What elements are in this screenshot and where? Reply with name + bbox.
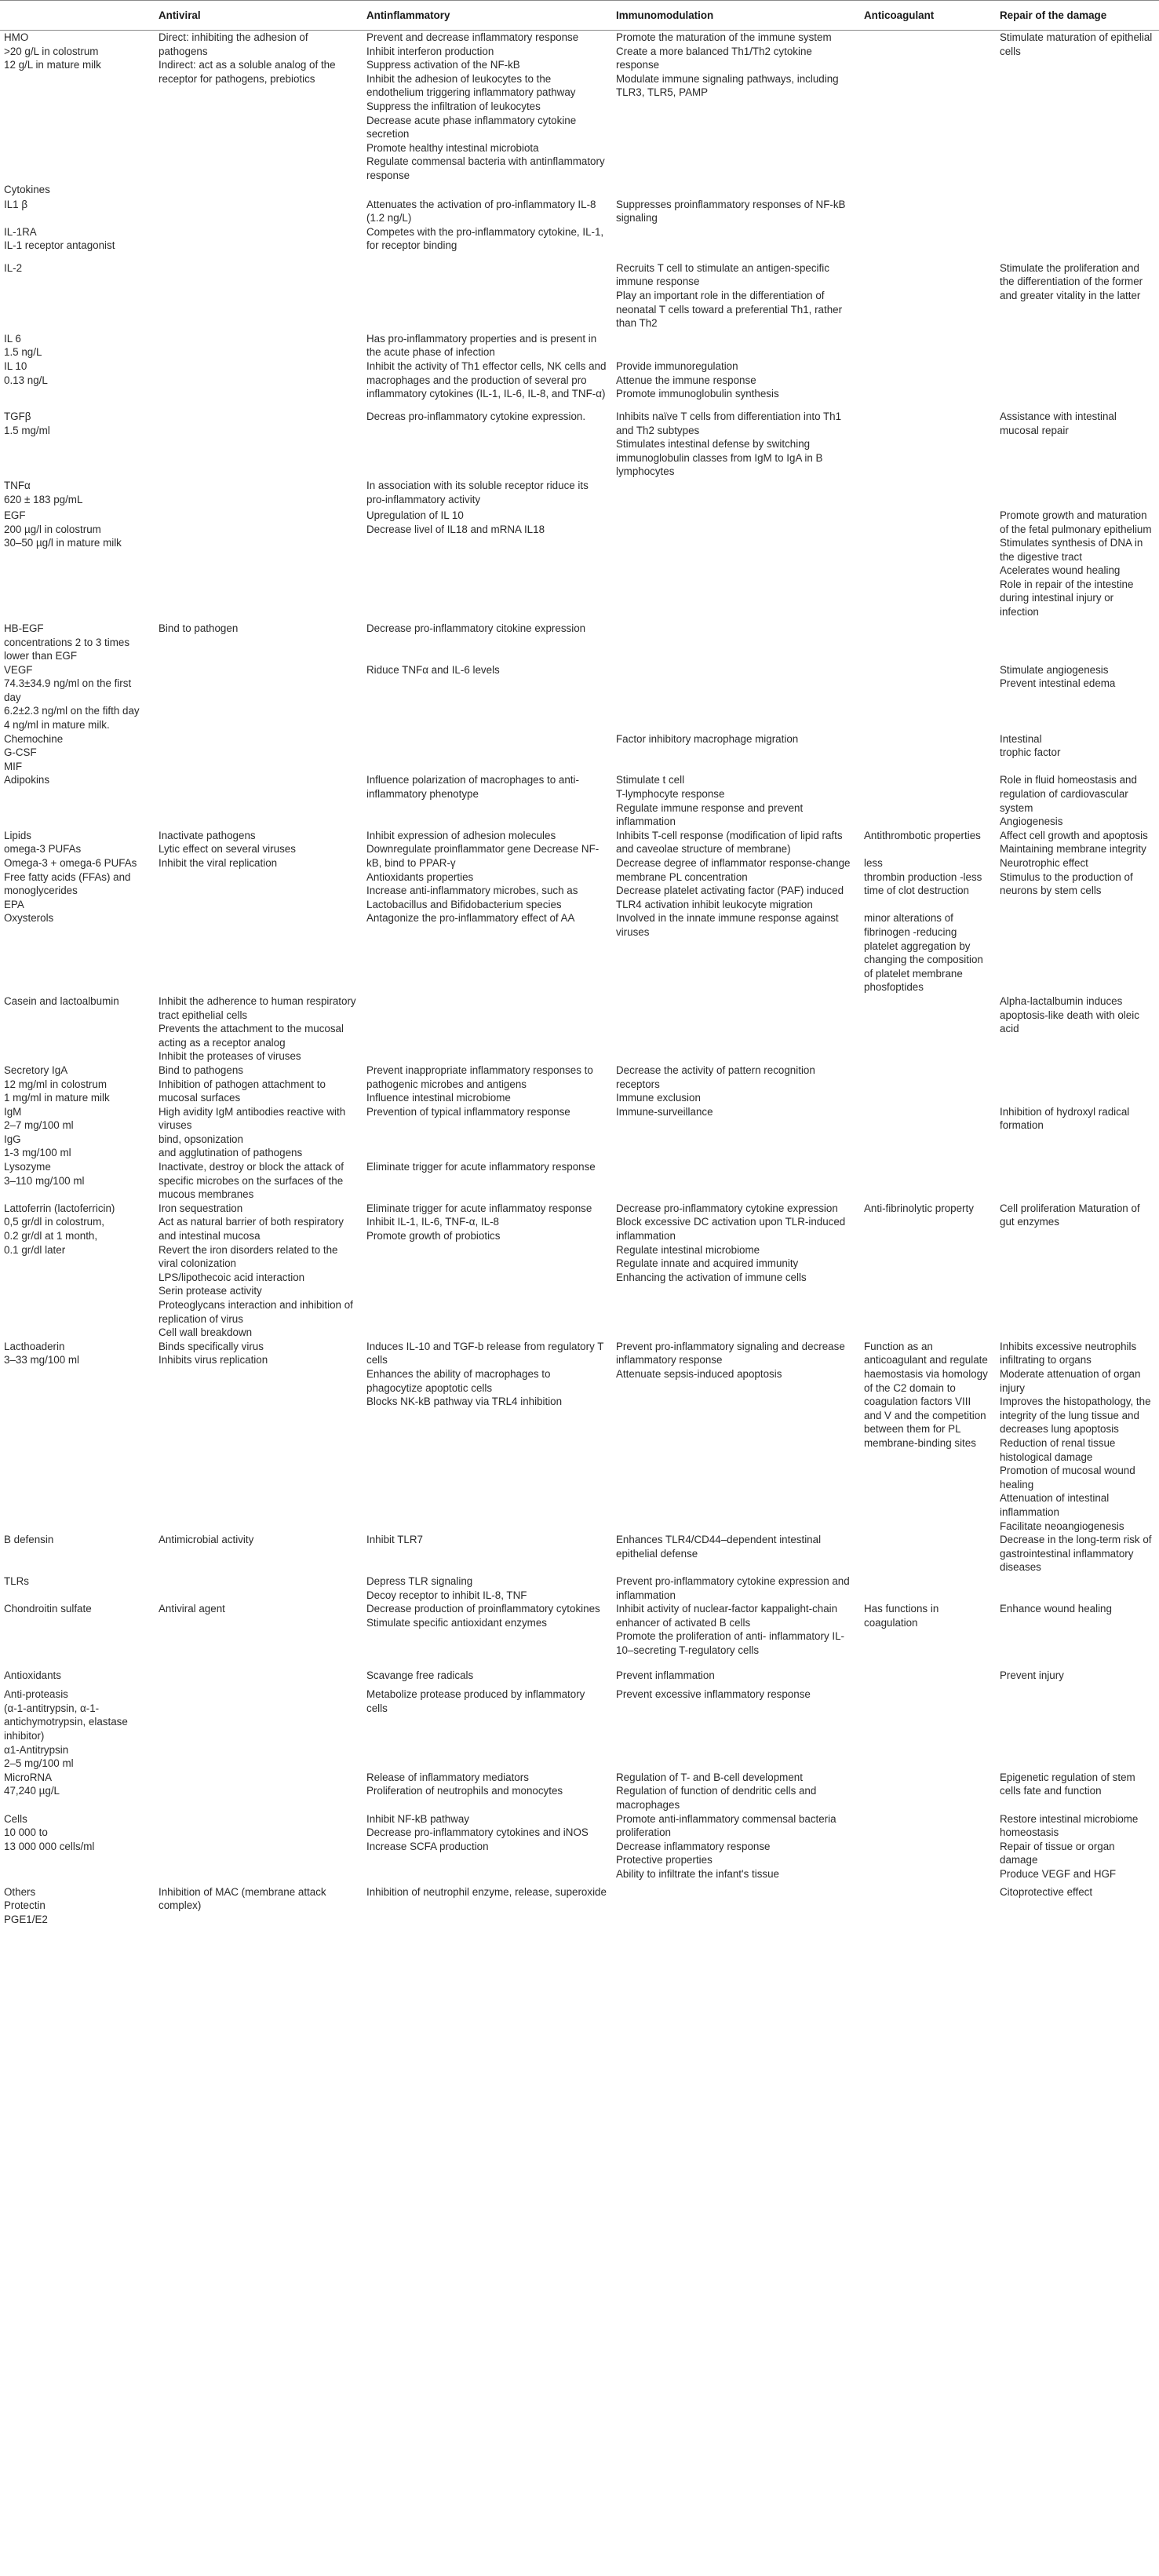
cell-anticoagulant: Has functions in coagulation: [864, 1603, 939, 1629]
cell-antinflammatory: Influence polarization of macrophages to anti-inflammatory phenotype: [366, 774, 579, 801]
cell-antinflammatory: [363, 261, 612, 332]
cell-repair: Assistance with intestinal mucosal repair: [1000, 410, 1117, 436]
cell-repair: [996, 1160, 1159, 1202]
cell-immunomodulation: Enhances TLR4/CD44–dependent intestinal epithelial defense: [616, 1534, 822, 1560]
cell-repair: Stimulate the proliferation and the differentiation of the former and greater vitality in the latter: [1000, 261, 1143, 301]
cell-repair: [996, 1688, 1159, 1771]
cell-antinflammatory: Upregulation of IL 10 Decrease livel of IL18 and mRNA IL18: [366, 509, 545, 535]
cell-anticoagulant: [860, 225, 996, 261]
cell-component: Adipokins: [4, 774, 50, 786]
cell-repair: Stimulate angiogenesis Prevent intestinal edema: [1000, 663, 1116, 690]
cell-antinflammatory: Inhibit TLR7: [366, 1534, 423, 1546]
table-row: [0, 1771, 1159, 1812]
cell-component: Antioxidants: [4, 1669, 61, 1682]
table-row: [0, 410, 1159, 479]
cell-immunomodulation: [612, 994, 860, 1064]
cell-antinflammatory: Has pro-inflammatory properties and is present in the acute phase of infection: [366, 332, 597, 359]
table-header: [0, 1, 1159, 31]
table-row: [0, 261, 1159, 332]
cell-antinflammatory: [363, 183, 612, 198]
cell-antiviral: [155, 1574, 363, 1602]
cell-anticoagulant: [860, 1669, 996, 1688]
header-component: [0, 1, 155, 31]
cell-repair: [996, 359, 1159, 410]
cell-component: VEGF 74.3±34.9 ng/ml on the first day 6.2±2.3 ng/ml on the fifth day 4 ng/ml in mature milk.: [4, 663, 140, 732]
table-row: [0, 663, 1159, 732]
cell-component: IL1 β: [4, 198, 28, 210]
cell-component: Casein and lactoalbumin: [4, 994, 119, 1007]
table-row: [0, 509, 1159, 622]
table-row: [0, 332, 1159, 359]
cell-component: Lattoferrin (lactoferricin) 0,5 gr/dl in colostrum, 0.2 gr/dl at 1 month, 0.1 gr/dl later: [4, 1202, 115, 1256]
cell-anticoagulant: [860, 622, 996, 663]
cell-repair: Intestinal trophic factor: [1000, 732, 1061, 759]
cell-component: Cells 10 000 to 13 000 000 cells/ml: [4, 1812, 95, 1852]
cell-antiviral: [155, 732, 363, 774]
cell-component: TLRs: [4, 1575, 29, 1588]
cell-antiviral: Bind to pathogen: [159, 622, 239, 634]
header-antiviral: Antiviral: [155, 1, 363, 31]
cell-immunomodulation: Inhibits naïve T cells from differentiation into Th1 and Th2 subtypes Stimulates intestinal defense by switching immunoglobulin classes from IgM to IgA in B lymphocytes: [616, 410, 842, 478]
cell-antiviral: [155, 773, 363, 828]
cell-immunomodulation: [612, 332, 860, 359]
cell-antiviral: [155, 198, 363, 225]
cell-anticoagulant: [860, 479, 996, 509]
cell-repair: Prevent injury: [1000, 1669, 1064, 1682]
cell-antiviral: High avidity IgM antibodies reactive with viruses bind, opsonization and agglutination of pathogens: [159, 1105, 346, 1159]
cell-component: HB-EGF concentrations 2 to 3 times lower than EGF: [4, 622, 130, 662]
cell-antiviral: Inhibit the adherence to human respiratory tract epithelial cells Prevents the attachment to the mucosal acting as a receptor analog Inhibit the proteases of viruses: [159, 994, 356, 1063]
cell-antiviral: Inactivate, destroy or block the attack of specific microbes on the surfaces of the mucous membranes: [159, 1161, 344, 1201]
table-row: [0, 1669, 1159, 1688]
cell-immunomodulation: Factor inhibitory macrophage migration: [616, 732, 799, 745]
cell-repair: [996, 183, 1159, 198]
cell-antinflammatory: In association with its soluble receptor riduce its pro-inflammatory activity: [366, 479, 589, 505]
cell-immunomodulation: Recruits T cell to stimulate an antigen-specific immune response Play an important role in the differentiation of neonatal T cells toward a preferential Th1, rather than Th2: [616, 261, 843, 330]
cell-antinflammatory: Riduce TNFα and IL-6 levels: [366, 663, 500, 676]
table-row: [0, 1064, 1159, 1105]
cell-immunomodulation: [612, 225, 860, 261]
table-row: [0, 1885, 1159, 1927]
cell-antinflammatory: Prevent and decrease inflammatory response Inhibit interferon production Suppress activation of the NF-kB Inhibit the adhesion of leukocytes to the endothelium triggering inflammatory pathway Suppress the infiltration of leukocytes Decrease acute phase inflammatory cytokine secretion Promote healthy intestinal microbiota Regulate commensal bacteria with antinflammatory response: [366, 31, 605, 181]
cell-antinflammatory: Depress TLR signaling Decoy receptor to inhibit IL-8, TNF: [366, 1575, 527, 1601]
cell-anticoagulant: [860, 1160, 996, 1202]
cell-repair: Enhance wound healing: [1000, 1603, 1112, 1615]
cell-antinflammatory: Inhibit expression of adhesion molecules Downregulate proinflammator gene Decrease NF-kB, bind to PPAR-γ Antioxidants properties Increase anti-inflammatory microbes, such as Lactobacillus and Bifidobacterium species Antagonize the pro-inflammatory effect of AA: [366, 829, 600, 925]
cell-component: Anti-proteasis (α-1-antitrypsin, α-1-antichymotrypsin, elastase inhibitor) α1-Antitrypsin 2–5 mg/100 ml: [4, 1688, 128, 1770]
cell-antiviral: Direct: inhibiting the adhesion of pathogens Indirect: act as a soluble analog of the receptor for pathogens, prebiotics: [159, 31, 336, 85]
cell-immunomodulation: [612, 1885, 860, 1927]
cell-component: TGFβ 1.5 mg/ml: [4, 410, 50, 436]
cell-component: IL 6 1.5 ng/L: [4, 332, 42, 359]
cell-repair: Citoprotective effect: [1000, 1885, 1093, 1898]
cell-component: HMO >20 g/L in colostrum 12 g/L in mature milk: [4, 31, 101, 71]
cell-repair: Cell proliferation Maturation of gut enzymes: [1000, 1202, 1140, 1228]
header-row: [0, 1, 1159, 31]
cell-component: Secretory IgA 12 mg/ml in colostrum 1 mg/ml in mature milk: [4, 1064, 110, 1104]
table-row: [0, 198, 1159, 225]
table-row: [0, 1533, 1159, 1574]
cell-component: EGF 200 µg/l in colostrum 30–50 µg/l in mature milk: [4, 509, 122, 549]
cell-antiviral: [155, 1688, 363, 1771]
cell-component: Lipids omega-3 PUFAs Omega-3 + omega-6 PUFAs Free fatty acids (FFAs) and monoglycerides EPA Oxysterols: [4, 829, 137, 925]
cell-immunomodulation: Prevent pro-inflammatory signaling and decrease inflammatory response Attenuate sepsis-induced apoptosis: [616, 1340, 845, 1380]
cell-repair: [996, 332, 1159, 359]
cell-antiviral: [155, 225, 363, 261]
cell-repair: Decrease in the long-term risk of gastrointestinal inflammatory diseases: [1000, 1534, 1152, 1574]
cell-anticoagulant: Antithrombotic properties less thrombin production -less time of clot destruction minor alterations of fibrinogen -reducing platelet aggregation by changing the composition of platelet membrane phosfoptides: [864, 829, 983, 994]
cell-anticoagulant: [860, 359, 996, 410]
table-row: [0, 31, 1159, 183]
cell-anticoagulant: Function as an anticoagulant and regulate haemostasis via homology of the C2 domain to coagulation factors VIII and V and the competition between them for PL membrane-binding sites: [864, 1340, 988, 1449]
cell-antiviral: Antiviral agent: [159, 1603, 225, 1615]
cell-antiviral: [155, 1812, 363, 1885]
cell-immunomodulation: Promote the maturation of the immune system Create a more balanced Th1/Th2 cytokine response Modulate immune signaling pathways, including TLR3, TLR5, PAMP: [616, 31, 839, 99]
cell-anticoagulant: [860, 773, 996, 828]
cell-immunomodulation: Prevent inflammation: [616, 1669, 715, 1682]
cell-immunomodulation: [612, 479, 860, 509]
cell-immunomodulation: Suppresses proinflammatory responses of NF-kB signaling: [616, 198, 846, 224]
cell-anticoagulant: [860, 1064, 996, 1105]
cell-immunomodulation: Prevent pro-inflammatory cytokine expression and inflammation: [616, 1575, 850, 1601]
cell-repair: Restore intestinal microbiome homeostasis Repair of tissue or organ damage Produce VEGF and HGF: [1000, 1812, 1139, 1880]
cell-antinflammatory: [363, 994, 612, 1064]
table-row: [0, 1812, 1159, 1885]
cell-antiviral: [155, 359, 363, 410]
cell-anticoagulant: [860, 732, 996, 774]
cell-immunomodulation: Immune-surveillance: [616, 1105, 713, 1118]
cell-anticoagulant: [860, 198, 996, 225]
table-row: [0, 1160, 1159, 1202]
cell-repair: Epigenetic regulation of stem cells fate and function: [1000, 1771, 1135, 1797]
table-row: [0, 1105, 1159, 1160]
cell-anticoagulant: [860, 261, 996, 332]
cell-antinflammatory: [363, 732, 612, 774]
cell-antiviral: [155, 261, 363, 332]
cell-antiviral: [155, 410, 363, 479]
cell-anticoagulant: [860, 1771, 996, 1812]
cell-antiviral: [155, 479, 363, 509]
cell-component: Others Protectin PGE1/E2: [4, 1885, 48, 1925]
cell-immunomodulation: [612, 509, 860, 622]
cell-component: Chondroitin sulfate: [4, 1603, 92, 1615]
cell-immunomodulation: Decrease the activity of pattern recognition receptors Immune exclusion: [616, 1064, 815, 1104]
table-row: [0, 1688, 1159, 1771]
cell-antinflammatory: Prevention of typical inflammatory response: [366, 1105, 570, 1118]
cell-antinflammatory: Eliminate trigger for acute inflammatory response: [366, 1161, 596, 1173]
cell-immunomodulation: [612, 183, 860, 198]
cell-repair: Promote growth and maturation of the fetal pulmonary epithelium Stimulates synthesis of DNA in the digestive tract Acelerates wound healing Role in repair of the intestine during intestinal injury or infection: [1000, 509, 1152, 618]
header-immunomodulation: Immunomodulation: [612, 1, 860, 31]
table-row: [0, 183, 1159, 198]
cell-antiviral: Inactivate pathogens Lytic effect on several viruses Inhibit the viral replication: [159, 829, 296, 869]
cell-anticoagulant: Anti-fibrinolytic property: [864, 1202, 974, 1214]
cell-repair: Inhibition of hydroxyl radical formation: [1000, 1105, 1130, 1132]
cell-repair: [996, 1574, 1159, 1602]
cell-antinflammatory: Inhibition of neutrophil enzyme, release, superoxide: [366, 1885, 607, 1898]
cell-immunomodulation: Regulation of T- and B-cell development Regulation of function of dendritic cells and macrophages: [616, 1771, 817, 1812]
cell-immunomodulation: Stimulate t cell T-lymphocyte response Regulate immune response and prevent inflammation: [616, 774, 804, 828]
table-row: [0, 359, 1159, 410]
cell-anticoagulant: [860, 31, 996, 183]
cell-repair: Alpha-lactalbumin induces apoptosis-like death with oleic acid: [1000, 994, 1139, 1035]
cell-anticoagulant: [860, 1533, 996, 1574]
cell-antinflammatory: Induces IL-10 and TGF-b release from regulatory T cells Enhances the ability of macrophages to phagocytize apoptotic cells Blocks NK-kB pathway via TRL4 inhibition: [366, 1340, 604, 1408]
cell-immunomodulation: Prevent excessive inflammatory response: [616, 1688, 811, 1701]
cell-antiviral: Inhibition of MAC (membrane attack complex): [159, 1885, 326, 1912]
header-repair: Repair of the damage: [996, 1, 1159, 31]
cell-anticoagulant: [860, 183, 996, 198]
cell-antinflammatory: Competes with the pro-inflammatory cytokine, IL-1, for receptor binding: [366, 225, 604, 252]
table-row: [0, 1602, 1159, 1669]
cell-antinflammatory: Inhibit the activity of Th1 effector cells, NK cells and macrophages and the production of several pro inflammatory cytokines (IL-1, IL-6, IL-8, and TNF-α): [366, 359, 607, 400]
cell-immunomodulation: [612, 622, 860, 663]
cell-component: Lysozyme 3–110 mg/100 ml: [4, 1161, 85, 1187]
cell-immunomodulation: [612, 663, 860, 732]
cell-immunomodulation: Provide immunoregulation Attenue the immune response Promote immunoglobulin synthesis: [616, 359, 779, 400]
cell-anticoagulant: [860, 663, 996, 732]
cell-component: Chemochine G-CSF MIF: [4, 732, 64, 772]
cell-repair: [996, 622, 1159, 663]
cell-antiviral: [155, 1669, 363, 1688]
cell-component: TNFα 620 ± 183 pg/mL: [4, 479, 83, 505]
cell-antinflammatory: Inhibit NF-kB pathway Decrease pro-inflammatory cytokines and iNOS Increase SCFA production: [366, 1812, 589, 1852]
cell-anticoagulant: [860, 509, 996, 622]
cell-antiviral: [155, 663, 363, 732]
cell-antinflammatory: Decreas pro-inflammatory cytokine expression.: [366, 410, 586, 422]
cell-anticoagulant: [860, 332, 996, 359]
cell-anticoagulant: [860, 410, 996, 479]
table-body: [0, 31, 1159, 1927]
cell-repair: Inhibits excessive neutrophils infiltrating to organs Moderate attenuation of organ injury Improves the histopathology, the integrity of the lung tissue and decreases lung apoptosis Reduction of renal tissue histological damage Promotion of mucosal wound healing Attenuation of intestinal inflammation Facilitate neoangiogenesis: [1000, 1340, 1151, 1532]
cell-anticoagulant: [860, 1885, 996, 1927]
table-row: [0, 732, 1159, 774]
cell-anticoagulant: [860, 1812, 996, 1885]
cell-repair: Stimulate maturation of epithelial cells: [1000, 31, 1153, 57]
cell-repair: [996, 1064, 1159, 1105]
cell-immunomodulation: [612, 1160, 860, 1202]
header-anticoagulant: Anticoagulant: [860, 1, 996, 31]
cell-component: IgM 2–7 mg/100 ml IgG 1-3 mg/100 ml: [4, 1105, 74, 1159]
cell-antiviral: Bind to pathogens Inhibition of pathogen attachment to mucosal surfaces: [159, 1064, 326, 1104]
table-row: [0, 994, 1159, 1064]
cell-anticoagulant: [860, 1688, 996, 1771]
table-row: [0, 1340, 1159, 1533]
cell-immunomodulation: Promote anti-inflammatory commensal bacteria proliferation Decrease inflammatory response Protective properties Ability to infiltrate the infant's tissue: [616, 1812, 836, 1880]
table-row: [0, 773, 1159, 828]
cell-antinflammatory: Decrease pro-inflammatory citokine expression: [366, 622, 586, 634]
table-row: [0, 622, 1159, 663]
cell-immunomodulation: Inhibits T-cell response (modification of lipid rafts and caveolae structure of membrane) Decrease degree of inflammator response-change membrane PL concentration Decrease platelet activating factor (PAF) induced TLR4 activation inhibit leukocyte migration Involved in the innate immune response against viruses: [616, 829, 851, 938]
cell-immunomodulation: Decrease pro-inflammatory cytokine expression Block excessive DC activation upon TLR-induced inflammation Regulate intestinal microbiome Regulate innate and acquired immunity Enhancing the activation of immune cells: [616, 1202, 846, 1283]
cell-repair: [996, 479, 1159, 509]
header-antinflammatory: Antinflammatory: [363, 1, 612, 31]
cell-component: IL-2: [4, 261, 23, 274]
cell-antiviral: [155, 1771, 363, 1812]
cell-anticoagulant: [860, 994, 996, 1064]
cell-component: Lacthoaderin 3–33 mg/100 ml: [4, 1340, 80, 1366]
table-row: [0, 225, 1159, 261]
cell-antinflammatory: Attenuates the activation of pro-inflammatory IL-8 (1.2 ng/L): [366, 198, 596, 224]
cell-antinflammatory: Eliminate trigger for acute inflammatoy response Inhibit IL-1, IL-6, TNF-α, IL-8 Promote growth of probiotics: [366, 1202, 592, 1242]
cell-antinflammatory: Prevent inappropriate inflammatory responses to pathogenic microbes and antigens Influence intestinal microbiome: [366, 1064, 593, 1104]
cell-immunomodulation: Inhibit activity of nuclear-factor kappalight-chain enhancer of activated B cells Promote the proliferation of anti- inflammatory IL-10–secreting T-regulatory cells: [616, 1603, 844, 1657]
cell-antiviral: [155, 183, 363, 198]
cell-antinflammatory: Decrease production of proinflammatory cytokines Stimulate specific antioxidant enzymes: [366, 1603, 600, 1629]
cell-repair: Affect cell growth and apoptosis Maintaining membrane integrity Neurotrophic effect Stimulus to the production of neurons by stem cells: [1000, 829, 1148, 897]
cell-antiviral: Antimicrobial activity: [159, 1534, 254, 1546]
cell-anticoagulant: [860, 1574, 996, 1602]
cell-anticoagulant: [860, 1105, 996, 1160]
cell-antiviral: [155, 332, 363, 359]
cell-antinflammatory: Metabolize protease produced by inflammatory cells: [366, 1688, 585, 1714]
table-row: [0, 1202, 1159, 1340]
cell-component: MicroRNA 47,240 µg/L: [4, 1771, 60, 1797]
cell-component: IL-1RA IL-1 receptor antagonist: [4, 225, 115, 252]
cell-antinflammatory: Scavange free radicals: [366, 1669, 474, 1682]
table-row: [0, 829, 1159, 994]
table-row: [0, 479, 1159, 509]
table-row: [0, 1574, 1159, 1602]
cell-component: IL 10 0.13 ng/L: [4, 359, 48, 386]
cell-repair: [996, 198, 1159, 225]
cell-antiviral: Binds specifically virus Inhibits virus replication: [159, 1340, 268, 1366]
cell-component: Cytokines: [4, 183, 50, 195]
cell-antiviral: [155, 509, 363, 622]
cell-repair: Role in fluid homeostasis and regulation of cardiovascular system Angiogenesis: [1000, 774, 1137, 828]
cell-component: B defensin: [4, 1534, 54, 1546]
cell-antinflammatory: Release of inflammatory mediators Proliferation of neutrophils and monocytes: [366, 1771, 563, 1797]
cell-antiviral: Iron sequestration Act as natural barrier of both respiratory and intestinal mucosa Revert the iron disorders related to the viral colonization LPS/lipothecoic acid interaction Serin protease activity Proteoglycans interaction and inhibition of replication of virus Cell wall breakdown: [159, 1202, 353, 1339]
cell-repair: [996, 225, 1159, 261]
